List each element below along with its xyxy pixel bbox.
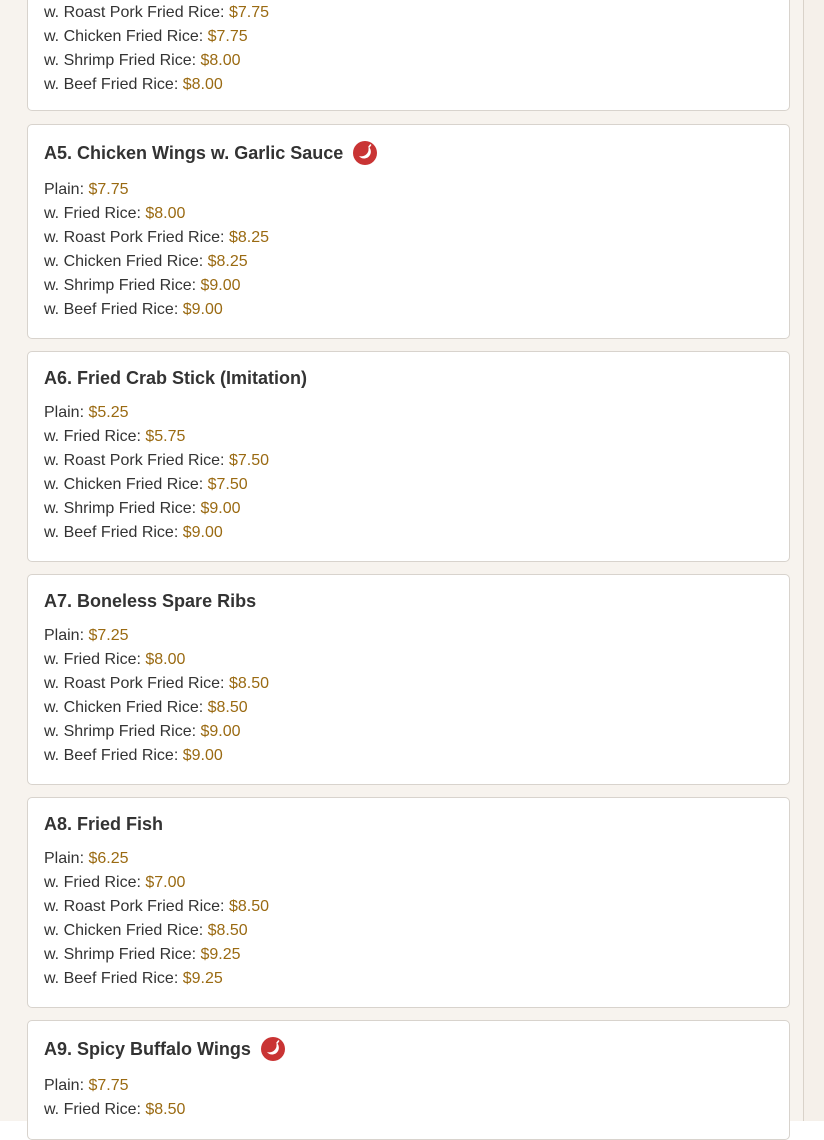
option-price: $8.50 (228, 675, 269, 692)
price-option (44, 1098, 185, 1122)
option-label: w. Beef Fried Rice: (44, 524, 179, 541)
option-label: w. Chicken Fried Rice: (44, 253, 204, 270)
option-label: w. Roast Pork Fried Rice: (44, 898, 225, 915)
price-option (44, 648, 269, 672)
price-option (44, 497, 269, 521)
price-option (44, 298, 269, 322)
item-title (44, 368, 307, 389)
option-price: $9.25 (182, 970, 223, 987)
price-option (44, 226, 269, 250)
price-option (44, 473, 269, 497)
option-price: $9.00 (200, 500, 241, 517)
option-label: w. Fried Rice: (44, 874, 141, 891)
price-option (44, 744, 269, 768)
price-option (44, 895, 269, 919)
option-price: $9.00 (182, 747, 223, 764)
option-label: w. Roast Pork Fried Rice: (44, 452, 225, 469)
option-label: w. Beef Fried Rice: (44, 970, 179, 987)
price-option (44, 672, 269, 696)
price-option (44, 871, 269, 895)
option-label: w. Roast Pork Fried Rice: (44, 229, 225, 246)
price-option (44, 49, 269, 73)
menu-card-a6[interactable] (27, 351, 790, 562)
option-label: Plain: (44, 404, 85, 421)
item-title-text: A5. Chicken Wings w. Garlic Sauce (44, 142, 344, 163)
option-price: $8.50 (207, 922, 248, 939)
option-price: $7.50 (207, 476, 248, 493)
option-label: w. Chicken Fried Rice: (44, 922, 204, 939)
price-options (44, 847, 269, 991)
option-price: $7.75 (88, 181, 129, 198)
option-price: $7.75 (228, 4, 269, 21)
option-price: $7.25 (88, 627, 129, 644)
option-price: $8.00 (145, 651, 186, 668)
option-label: w. Beef Fried Rice: (44, 76, 179, 93)
option-label: Plain: (44, 627, 85, 644)
price-option (44, 696, 269, 720)
price-option (44, 449, 269, 473)
price-options (44, 178, 269, 322)
option-label: w. Fried Rice: (44, 651, 141, 668)
option-price: $8.00 (145, 205, 186, 222)
price-option (44, 521, 269, 545)
option-label: Plain: (44, 850, 85, 867)
option-price: $9.00 (200, 723, 241, 740)
price-option (44, 274, 269, 298)
price-option (44, 967, 269, 991)
option-label: Plain: (44, 181, 85, 198)
item-title-text: A7. Boneless Spare Ribs (44, 591, 257, 611)
price-option (44, 178, 269, 202)
page-right-edge (803, 0, 824, 1121)
option-price: $9.00 (182, 301, 223, 318)
price-option (44, 25, 269, 49)
option-price: $8.25 (228, 229, 269, 246)
option-label: w. Fried Rice: (44, 1101, 141, 1118)
price-options (44, 1, 269, 97)
price-options (44, 1074, 185, 1122)
option-label: w. Chicken Fried Rice: (44, 699, 204, 716)
option-price: $8.00 (200, 52, 241, 69)
item-title-text: A6. Fried Crab Stick (Imitation) (44, 368, 308, 388)
price-options (44, 401, 269, 545)
option-label: w. Shrimp Fried Rice: (44, 277, 197, 294)
option-label: w. Beef Fried Rice: (44, 747, 179, 764)
option-price: $8.25 (207, 253, 248, 270)
option-label: w. Fried Rice: (44, 205, 141, 222)
item-title (44, 591, 256, 612)
item-title (44, 1037, 285, 1061)
option-price: $8.00 (182, 76, 223, 93)
price-option (44, 847, 269, 871)
option-price: $8.50 (228, 898, 269, 915)
item-title (44, 814, 163, 835)
price-option (44, 1, 269, 25)
price-option (44, 943, 269, 967)
option-label: w. Roast Pork Fried Rice: (44, 675, 225, 692)
option-label: Plain: (44, 1077, 85, 1094)
price-option (44, 624, 269, 648)
item-title-text: A9. Spicy Buffalo Wings (44, 1038, 251, 1059)
option-price: $5.75 (145, 428, 186, 445)
option-price: $7.75 (207, 28, 248, 45)
option-price: $7.75 (88, 1077, 129, 1094)
price-option (44, 202, 269, 226)
menu-card-a7[interactable] (27, 574, 790, 785)
price-option (44, 919, 269, 943)
option-price: $7.50 (228, 452, 269, 469)
option-label: w. Beef Fried Rice: (44, 301, 179, 318)
option-label: w. Shrimp Fried Rice: (44, 723, 197, 740)
price-option (44, 73, 269, 97)
price-option (44, 425, 269, 449)
menu-card-a8[interactable] (27, 797, 790, 1008)
option-label: w. Shrimp Fried Rice: (44, 500, 197, 517)
option-label: w. Shrimp Fried Rice: (44, 946, 197, 963)
option-price: $9.00 (182, 524, 223, 541)
price-option (44, 250, 269, 274)
option-label: w. Fried Rice: (44, 428, 141, 445)
option-price: $7.00 (145, 874, 186, 891)
menu-card-partial[interactable] (27, 0, 790, 111)
option-price: $6.25 (88, 850, 129, 867)
option-price: $8.50 (145, 1101, 186, 1118)
menu-card-a9[interactable] (27, 1020, 790, 1140)
option-label: w. Roast Pork Fried Rice: (44, 4, 225, 21)
option-price: $8.50 (207, 699, 248, 716)
chili-pepper-icon (353, 141, 377, 165)
option-label: w. Chicken Fried Rice: (44, 476, 204, 493)
menu-card-a5[interactable] (27, 124, 790, 339)
chili-pepper-icon (261, 1037, 285, 1061)
price-option (44, 1074, 185, 1098)
item-title-text: A8. Fried Fish (44, 814, 164, 834)
option-price: $9.25 (200, 946, 241, 963)
item-title (44, 141, 377, 165)
option-label: w. Chicken Fried Rice: (44, 28, 204, 45)
price-option (44, 720, 269, 744)
option-price: $5.25 (88, 404, 129, 421)
option-label: w. Shrimp Fried Rice: (44, 52, 197, 69)
price-option (44, 401, 269, 425)
price-options (44, 624, 269, 768)
option-price: $9.00 (200, 277, 241, 294)
